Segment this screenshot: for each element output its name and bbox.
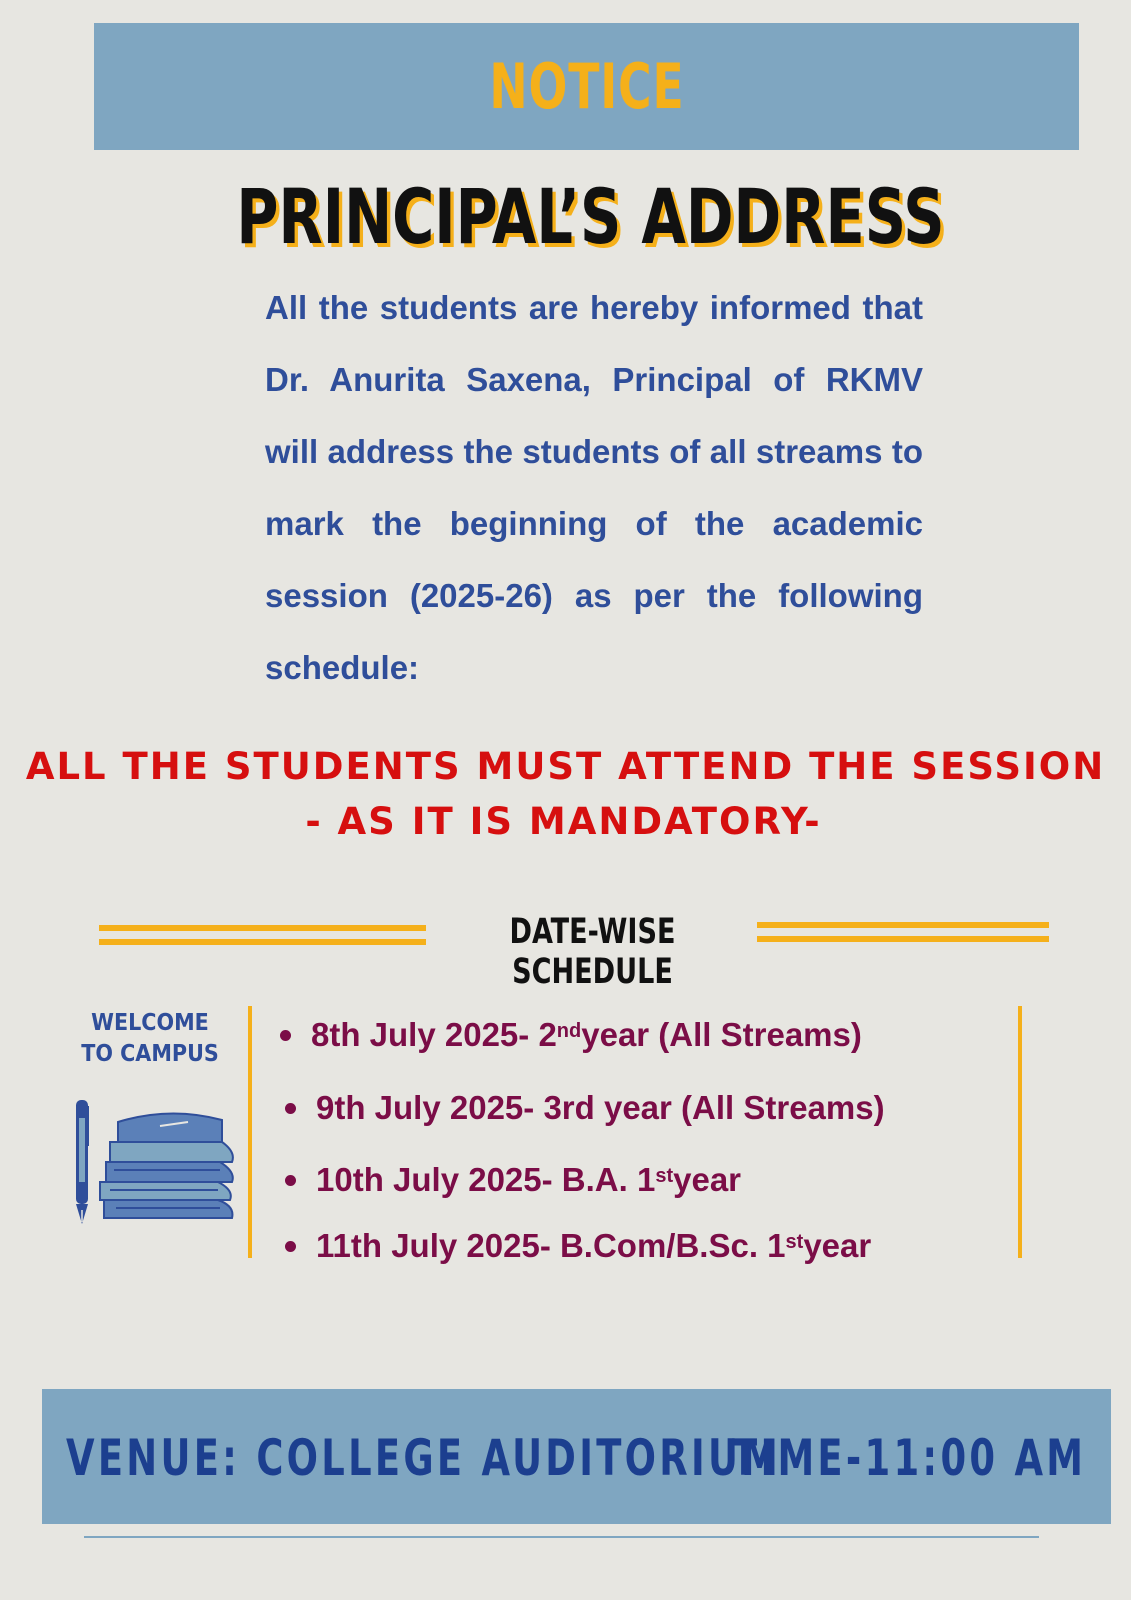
heading-rule-right-bottom [757, 936, 1049, 942]
schedule-divider-left [248, 1006, 252, 1258]
ordinal-suffix: st [785, 1230, 804, 1253]
pen-icon [76, 1100, 89, 1224]
heading-rule-left-top [99, 925, 426, 931]
page-title: PRINCIPAL’S ADDRESS [236, 172, 945, 261]
schedule-item [285, 1221, 871, 1271]
notice-label: NOTICE [488, 50, 685, 123]
schedule-divider-right [1018, 1006, 1022, 1258]
welcome-label [70, 1008, 230, 1070]
schedule-item-rest: year [673, 1161, 742, 1198]
bullet-icon [285, 1175, 296, 1186]
schedule-item-text: 10th July 2025- B.A. 1 [316, 1161, 656, 1198]
books-icon [70, 1092, 245, 1232]
venue-text: VENUE: COLLEGE AUDITORIUM [66, 1429, 782, 1487]
heading-rule-right-top [757, 922, 1049, 928]
bottom-divider [84, 1536, 1039, 1538]
schedule-item-rest: year (All Streams) [581, 1016, 862, 1053]
ordinal-suffix: nd [556, 1019, 582, 1042]
schedule-item-rest: year [803, 1227, 872, 1264]
welcome-line1: WELCOME [91, 1010, 209, 1036]
notice-banner [94, 23, 1079, 150]
schedule-item [285, 1155, 741, 1205]
schedule-heading: DATE-WISE SCHEDULE [509, 912, 676, 992]
schedule-item [280, 1010, 862, 1060]
time-text: TIME-11:00 AM [732, 1429, 1087, 1487]
bullet-icon [280, 1030, 291, 1041]
schedule-item-text: 8th July 2025- 2 [311, 1016, 557, 1053]
mandatory-notice-line1: ALL THE STUDENTS MUST ATTEND THE SESSION [25, 745, 1106, 788]
bullet-icon [285, 1241, 296, 1252]
schedule-item-text: 9th July 2025- 3rd year (All Streams) [316, 1089, 885, 1126]
intro-paragraph: All the students are hereby informed that Dr. Anurita Saxena, Principal of RKMV will address the students of all streams to mark the beginning of the academic session (2025-26) as per the following schedule: [265, 289, 923, 686]
schedule-item [285, 1083, 885, 1133]
ordinal-suffix: st [655, 1164, 674, 1187]
mandatory-notice-line2: - AS IT IS MANDATORY- [305, 800, 822, 843]
bullet-icon [285, 1103, 296, 1114]
welcome-line2: TO CAMPUS [81, 1041, 219, 1067]
schedule-item-text: 11th July 2025- B.Com/B.Sc. 1 [316, 1227, 786, 1264]
heading-rule-left-bottom [99, 939, 426, 945]
venue-banner [42, 1389, 1111, 1524]
